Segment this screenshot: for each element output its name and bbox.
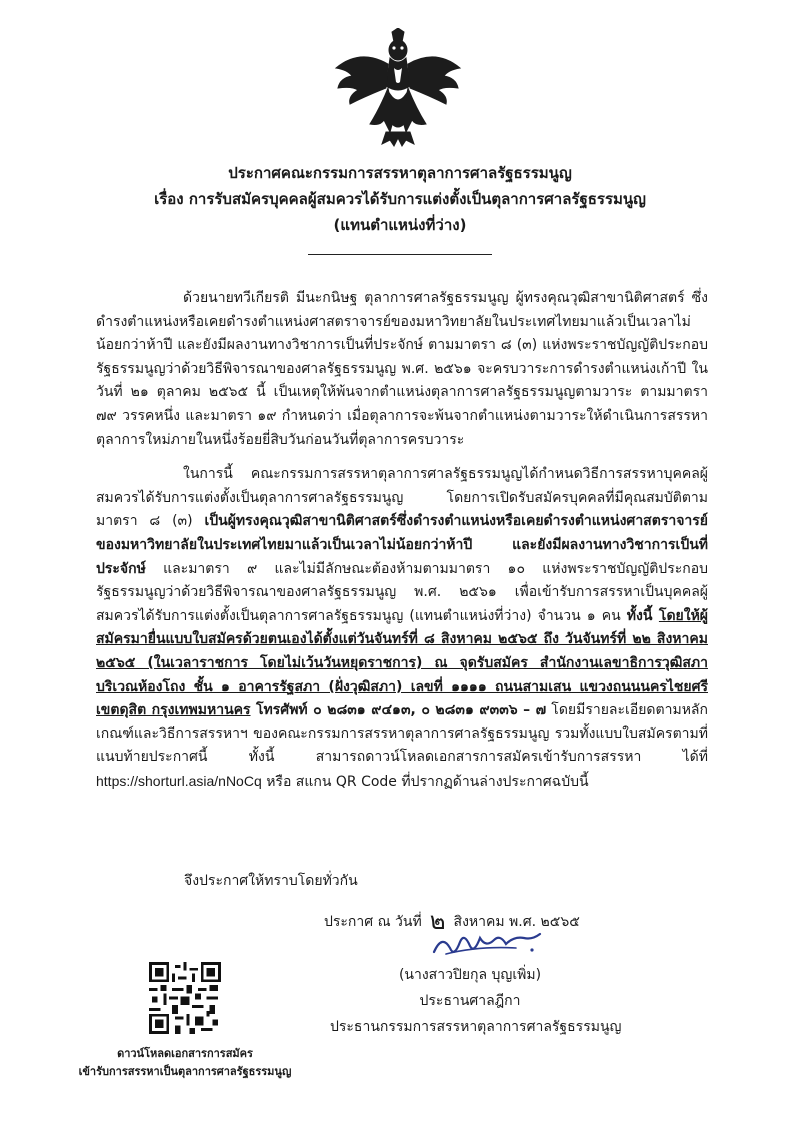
download-link[interactable]: https://shorturl.asia/nNoCq: [96, 772, 262, 789]
signer-block: [330, 962, 622, 1040]
qr-caption-line1: ดาวน์โหลดเอกสารการสมัคร: [117, 1047, 253, 1060]
application-period-and-venue: โดยให้ผู้สมัครมายื่นแบบใบสมัครด้วยตนเองได้ตั้งแต่วันจันทร์ที่ ๘ สิงหาคม ๒๕๖๕ ถึง วันจันทร์ที่ ๒๒ สิงหาคม ๒๕๖๕ (ในเวลาราชการ โดยไม่เว้นวันหยุดราชการ) ณ จุดรับสมัคร สำนักงานเลขาธิการวุฒิสภา บริเวณห้องโถง ชั้น ๑ อาคารรัฐสภา (ฝั่งวุฒิสภา) เลขที่ ๑๑๑๑ ถนนสามเสน แขวงถนนนครไชยศรี เขตดุสิต กรุงเทพมหานคร: [96, 607, 709, 719]
signer-name: (นางสาวปิยกุล บุญเพิ่ม): [398, 967, 542, 983]
recruitment-text-3: โดยมีรายละเอียดตามหลักเกณฑ์และวิธีการสรรหาฯ ของคณะกรรมการสรรหาตุลาการศาลรัฐธรรมนูญ รวมทั้งแบบใบสมัครตามที่แนบท้ายประกาศนี้ ทั้งนี้ สามารถดาวน์โหลดเอกสารการสมัครเข้ารับการสรรหา ได้ที่: [96, 702, 708, 766]
recruitment-note-label: ทั้งนี้: [626, 607, 659, 624]
recruitment-text-1: ในการนี้ คณะกรรมการสรรหาตุลาการศาลรัฐธรรมนูญได้กำหนดวิธีการสรรหาบุคคลผู้สมควรได้รับการแต่งตั้งเป็นตุลาการศาลรัฐธรรมนูญ โดยการเปิดรับสมัครบุคคลที่มีคุณสมบัติตามมาตรา ๘ (๓): [96, 466, 708, 530]
header-divider: [308, 254, 492, 255]
signature: [428, 924, 548, 964]
recruitment-text-4: หรือ สแกน QR Code ที่ปรากฏด้านล่างประกาศฉบับนี้: [261, 773, 589, 790]
signer-committee-position: ประธานกรรมการสรรหาตุลาการศาลรัฐธรรมนูญ: [330, 1019, 622, 1035]
announcement-body: [96, 287, 708, 805]
header-title: ประกาศคณะกรรมการสรรหาตุลาการศาลรัฐธรรมนูญ: [228, 164, 572, 182]
qualification-text: เป็นผู้ทรงคุณวุฒิสาขานิติศาสตร์ซึ่งดำรงตำแหน่งหรือเคยดำรงตำแหน่งศาสตราจารย์ของมหาวิทยาลัยในประเทศไทยมาแล้วเป็นเวลาไม่น้อยกว่าห้าปี และยังมีผลงานทางวิชาการเป็นที่ประจักษ์: [96, 513, 708, 577]
qr-caption: [60, 1045, 310, 1081]
paragraph-reason: ด้วยนายทวีเกียรติ มีนะกนิษฐ ตุลาการศาลรัฐธรรมนูญ ผู้ทรงคุณวุฒิสาขานิติศาสตร์ ซึ่งดำรงตำแหน่งหรือเคยดำรงตำแหน่งศาสตราจารย์ของมหาวิทยาลัยในประเทศไทยมาแล้วเป็นเวลาไม่น้อยกว่าห้าปี และยังมีผลงานทางวิชาการเป็นที่ประจักษ์ ตามมาตรา ๘ (๓) แห่งพระราชบัญญัติประกอบรัฐธรรมนูญว่าด้วยวิธีพิจารณาของศาลรัฐธรรมนูญ พ.ศ. ๒๕๖๑ จะครบวาระการดำรงตำแหน่งเก้าปี ในวันที่ ๒๑ ตุลาคม ๒๕๖๕ นี้ เป็นเหตุให้พ้นจากตำแหน่งตุลาการศาลรัฐธรรมนูญตามวาระ ตามมาตรา ๗๙ วรรคหนึ่ง และมาตรา ๑๙ กำหนดว่า เมื่อตุลาการจะพ้นจากตำแหน่งตามวาระให้ดำเนินการสรรหาตุลาการใหม่ภายในหนึ่งร้อยยี่สิบวันก่อนวันที่ตุลาการครบวาระ: [96, 290, 708, 448]
header-note: (แทนตำแหน่งที่ว่าง): [333, 216, 467, 234]
announcement-header: [100, 160, 700, 238]
garuda-emblem-icon: [330, 28, 466, 148]
header-subject: เรื่อง การรับสมัครบุคคลผู้สมควรได้รับการแต่งตั้งเป็นตุลาการศาลรัฐธรรมนูญ: [154, 190, 646, 208]
recruitment-text-2: และมาตรา ๙ และไม่มีลักษณะต้องห้ามตามมาตรา ๑๐ แห่งพระราชบัญญัติประกอบรัฐธรรมนูญว่าด้วยวิธีพิจารณาของศาลรัฐธรรมนูญ พ.ศ. ๒๕๖๑ เพื่อเข้ารับการสรรหาเป็นบุคคลผู้สมควรได้รับการแต่งตั้งเป็นตุลาการศาลรัฐธรรมนูญ (แทนตำแหน่งที่ว่าง) จำนวน ๑ คน: [96, 560, 708, 624]
qr-caption-line2: เข้ารับการสรรหาเป็นตุลาการศาลรัฐธรรมนูญ: [78, 1065, 292, 1078]
date-prefix: ประกาศ ณ วันที่: [324, 914, 422, 930]
qr-code-icon[interactable]: [149, 962, 221, 1034]
phone-numbers: โทรศัพท์ ๐ ๒๘๓๑ ๙๔๑๓, ๐ ๒๘๓๑ ๙๓๓๖ – ๗: [250, 702, 547, 719]
signer-position: ประธานศาลฎีกา: [419, 993, 521, 1009]
date-suffix: สิงหาคม พ.ศ. ๒๕๖๕: [453, 914, 580, 930]
closing-statement: จึงประกาศให้ทราบโดยทั่วกัน: [184, 873, 358, 889]
date-day: ๒: [429, 907, 446, 935]
paragraph-recruitment: [96, 463, 708, 794]
